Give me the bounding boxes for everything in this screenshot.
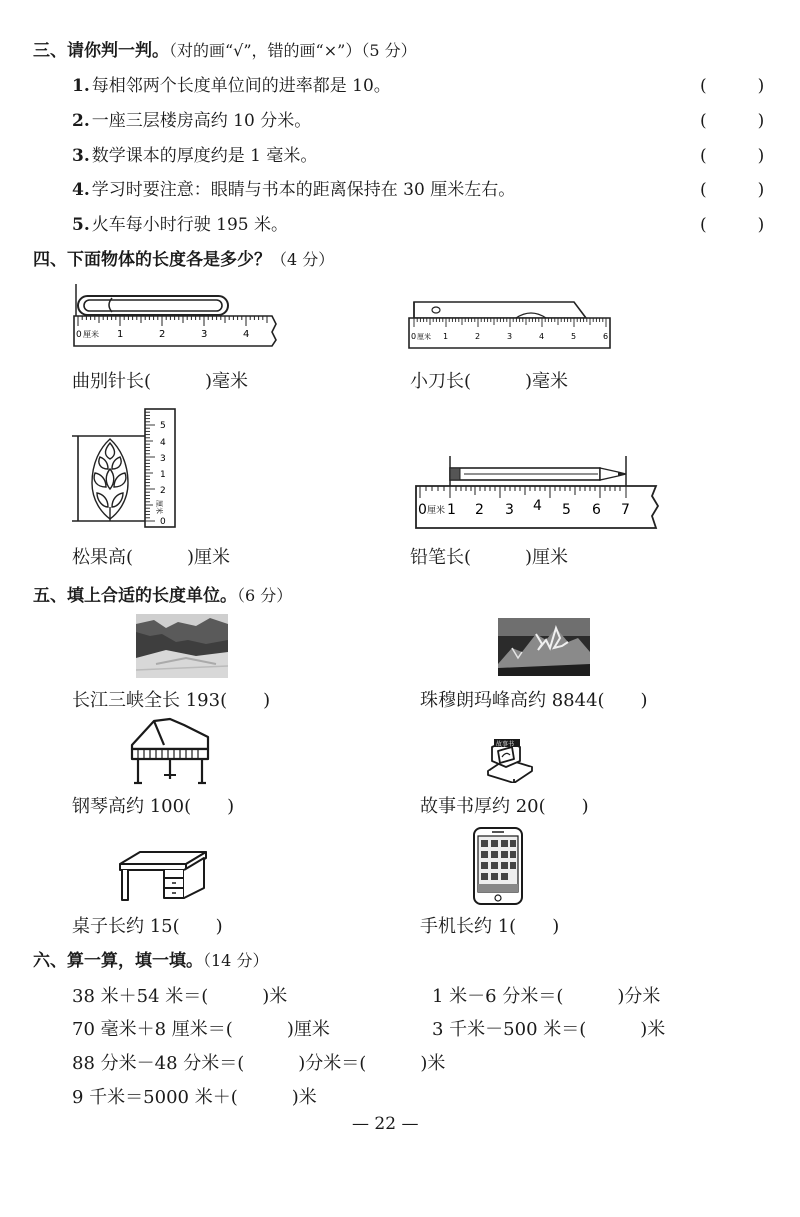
ruler1-tick-4: 4 xyxy=(243,329,250,340)
ruler3-tick-1b: 1 xyxy=(160,470,166,480)
section6-points: （14 分） xyxy=(203,951,269,970)
mountain-photo xyxy=(498,618,590,676)
pine-cone-icon xyxy=(92,439,128,521)
ruler2-tick-0: 0 xyxy=(411,332,417,341)
ruler1-tick-2: 2 xyxy=(159,329,166,340)
calc-line-6: 9 千米＝5000 米＋( )米 xyxy=(72,1087,317,1108)
ruler4-tick-1: 1 xyxy=(447,502,456,518)
desk-item: 桌子长约 15( ) xyxy=(72,916,223,937)
storybook-icon xyxy=(484,737,536,783)
ruler3-tick-4: 4 xyxy=(160,438,166,448)
knife-caption: 小刀长( )毫米 xyxy=(410,371,569,392)
question-4: 4. 学习时要注意：眼睛与书本的距离保持在 30 厘米左右。 xyxy=(72,180,516,200)
answer-blank-5[interactable]: ( ) xyxy=(700,215,765,235)
knife-icon xyxy=(414,302,586,318)
phone-item: 手机长约 1( ) xyxy=(420,916,560,937)
page-number: — 22 — xyxy=(352,1114,419,1134)
answer-blank-3[interactable]: ( ) xyxy=(700,146,765,166)
section3-instruction: （对的画“√”，错的画“×”） xyxy=(169,41,362,60)
ruler2-tick-1: 1 xyxy=(443,332,449,341)
ruler3-tick-3: 3 xyxy=(160,454,166,464)
question-1: 1. 每相邻两个长度单位间的进率都是 10。 xyxy=(72,76,391,96)
piano-icon xyxy=(124,715,214,787)
pencil-icon xyxy=(450,468,626,480)
section4-points: （4 分） xyxy=(271,250,335,269)
ruler1-tick-0: 0 xyxy=(76,330,82,340)
phone-icon xyxy=(470,826,530,906)
calc-line-2: 1 米－6 分米＝( )分米 xyxy=(432,986,661,1007)
ruler2-tick-2: 2 xyxy=(475,332,481,341)
ruler2-unit: 厘米 xyxy=(417,333,431,341)
ruler4-tick-2: 2 xyxy=(475,502,484,518)
ruler4-tick-0: 0 xyxy=(418,502,427,518)
storybook-label: 故事书 xyxy=(496,741,515,748)
calc-line-5: 88 分米－48 分米＝( )分米＝( )米 xyxy=(72,1053,446,1074)
paper-clip-caption: 曲别针长( )毫米 xyxy=(72,371,249,392)
ruler4-tick-7: 7 xyxy=(621,502,630,518)
knife-ruler-figure xyxy=(406,298,616,350)
section5-points: （6 分） xyxy=(237,586,293,605)
ruler1-unit: 厘米 xyxy=(83,330,99,339)
section3-heading xyxy=(33,36,417,61)
ruler1-tick-1: 1 xyxy=(117,329,124,340)
everest-item: 珠穆朗玛峰高约 8844( ) xyxy=(420,690,648,711)
storybook-item: 故事书厚约 20( ) xyxy=(420,796,589,817)
calc-line-4: 3 千米－500 米＝( )米 xyxy=(432,1019,666,1040)
desk-icon xyxy=(114,848,210,904)
pencil-caption: 铅笔长( )厘米 xyxy=(410,547,569,568)
yangtze-gorge-item: 长江三峡全长 193( ) xyxy=(72,690,271,711)
answer-blank-4[interactable]: ( ) xyxy=(700,180,765,200)
pine-cone-ruler-figure xyxy=(70,403,185,531)
section4-title: 四、下面物体的长度各是多少？ xyxy=(33,250,271,270)
ruler3-tick-0: 0 xyxy=(160,517,166,527)
ruler4-unit: 厘米 xyxy=(427,506,446,516)
section3-points: （5 分） xyxy=(361,41,417,60)
question-2: 2. 一座三层楼房高约 10 分米。 xyxy=(72,111,312,131)
ruler4-tick-6: 6 xyxy=(592,502,601,518)
calc-line-3: 70 毫米＋8 厘米＝( )厘米 xyxy=(72,1019,330,1040)
section5-heading xyxy=(33,581,292,606)
section5-title: 五、填上合适的长度单位。 xyxy=(33,586,237,606)
ruler2-tick-3: 3 xyxy=(507,332,513,341)
ruler1-tick-3: 3 xyxy=(201,329,208,340)
section6-title: 六、算一算，填一填。 xyxy=(33,951,203,971)
question-3: 3. 数学课本的厚度约是 1 毫米。 xyxy=(72,146,318,166)
ruler3-tick-2: 2 xyxy=(160,486,166,496)
piano-item: 钢琴高约 100( ) xyxy=(72,796,235,817)
section4-heading xyxy=(33,245,334,270)
pencil-ruler-figure xyxy=(412,452,662,532)
ruler4-tick-5: 5 xyxy=(562,502,571,518)
pine-cone-caption: 松果高( )厘米 xyxy=(72,547,231,568)
ruler4-tick-3: 3 xyxy=(505,502,514,518)
answer-blank-2[interactable]: ( ) xyxy=(700,111,765,131)
calc-line-1: 38 米＋54 米＝( )米 xyxy=(72,986,288,1007)
river-gorge-photo xyxy=(136,614,228,678)
paper-clip-ruler-figure xyxy=(72,282,282,348)
ruler2-tick-5: 5 xyxy=(571,332,577,341)
ruler3-unit: 厘米 xyxy=(155,500,163,514)
ruler2-tick-4: 4 xyxy=(539,332,545,341)
section6-heading xyxy=(33,946,268,971)
answer-blank-1[interactable]: ( ) xyxy=(700,76,765,96)
question-5: 5. 火车每小时行驶 195 米。 xyxy=(72,215,289,235)
section3-title: 三、请你判一判。 xyxy=(33,41,169,61)
ruler4-tick-4: 4 xyxy=(533,498,542,514)
ruler2-tick-6: 6 xyxy=(603,332,609,341)
ruler3-tick-5: 5 xyxy=(160,421,166,431)
paper-clip-icon xyxy=(78,296,228,315)
